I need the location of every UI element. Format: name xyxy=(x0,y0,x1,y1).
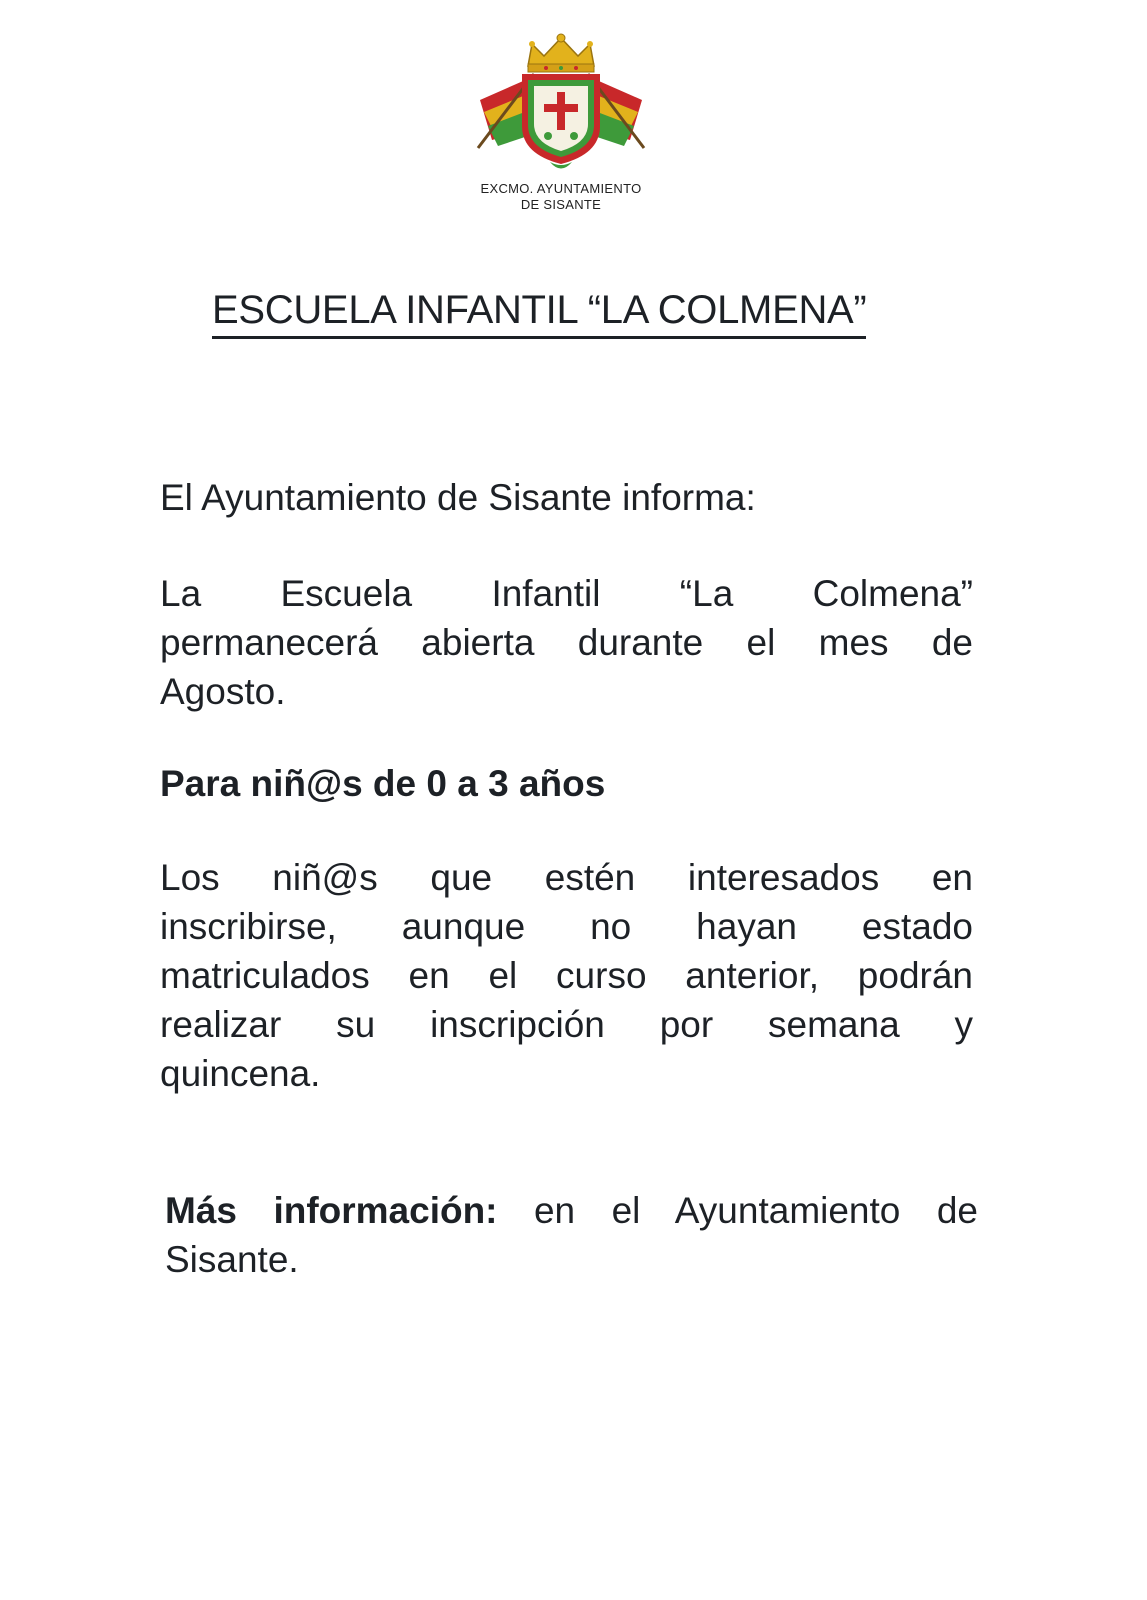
paragraph-line: inscribirse, aunque no hayan estado xyxy=(160,906,973,947)
more-info-label: Más información: xyxy=(165,1190,498,1231)
paragraph-line: Los niñ@s que estén interesados en xyxy=(160,857,973,898)
paragraph-line: matriculados en el curso anterior, podrán xyxy=(160,955,973,996)
age-notice xyxy=(160,759,973,808)
document-title: ESCUELA INFANTIL “LA COLMENA” xyxy=(212,287,866,339)
enrollment-paragraph xyxy=(160,853,973,1098)
intro-text xyxy=(160,473,973,522)
paragraph-line: quincena. xyxy=(160,1053,321,1094)
intro-line: El Ayuntamiento de Sisante informa: xyxy=(160,477,756,518)
more-info-line-2: Sisante. xyxy=(165,1239,299,1280)
organization-name xyxy=(420,181,702,213)
paragraph-line: La Escuela Infantil “La Colmena” xyxy=(160,573,973,614)
age-notice-line: Para niñ@s de 0 a 3 años xyxy=(160,763,606,804)
paragraph-line: realizar su inscripción por semana y xyxy=(160,1004,973,1045)
organization-name-line-2: DE SISANTE xyxy=(520,197,602,212)
shield xyxy=(522,74,600,164)
paragraph-line: Agosto. xyxy=(160,671,286,712)
paragraph-line: permanecerá abierta durante el mes de xyxy=(160,622,973,663)
organization-name-line-1: EXCMO. AYUNTAMIENTO xyxy=(480,181,642,196)
coat-of-arms-icon xyxy=(470,30,652,175)
more-info-text: en el Ayuntamiento de xyxy=(497,1190,978,1231)
more-info-paragraph xyxy=(165,1186,978,1284)
more-info-line-1 xyxy=(165,1186,978,1235)
opening-notice-paragraph xyxy=(160,569,973,716)
crown xyxy=(528,34,594,72)
